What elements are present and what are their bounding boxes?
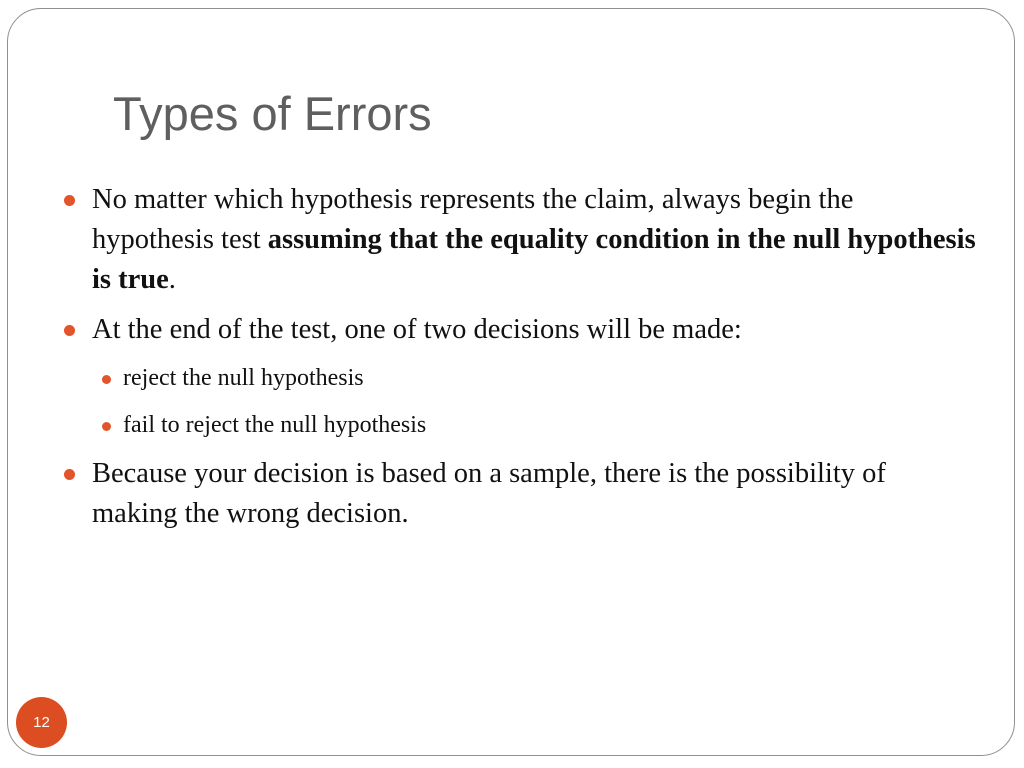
bullet-item: [62, 454, 977, 534]
slide-title: Types of Errors: [113, 87, 432, 140]
bullet-dot-icon: [64, 195, 75, 206]
sub-bullet-item: [62, 360, 977, 396]
bullet-dot-icon: [64, 469, 75, 480]
bullet-emphasis-text: assuming that the equality condition in the null hypothesis is true: [92, 224, 976, 295]
sub-bullet-text: fail to reject the null hypothesis: [123, 412, 427, 438]
bullet-text: Because your decision is based on a sample, there is the possibility of making the wrong decision.: [92, 458, 886, 529]
sub-bullet-text: reject the null hypothesis: [123, 365, 364, 391]
bullet-text: At the end of the test, one of two decisions will be made:: [92, 314, 742, 345]
bullet-item: [62, 180, 977, 300]
page-number-badge: 12: [16, 697, 67, 748]
bullet-text: No matter which hypothesis represents the claim, always begin the hypothesis test: [92, 184, 854, 255]
bullet-item: [62, 310, 977, 350]
slide-body: [62, 180, 977, 544]
sub-bullet-item: [62, 407, 977, 443]
bullet-dot-icon: [64, 325, 75, 336]
sub-bullet-dot-icon: [102, 422, 111, 431]
sub-bullet-dot-icon: [102, 375, 111, 384]
bullet-text-end: .: [168, 264, 176, 295]
